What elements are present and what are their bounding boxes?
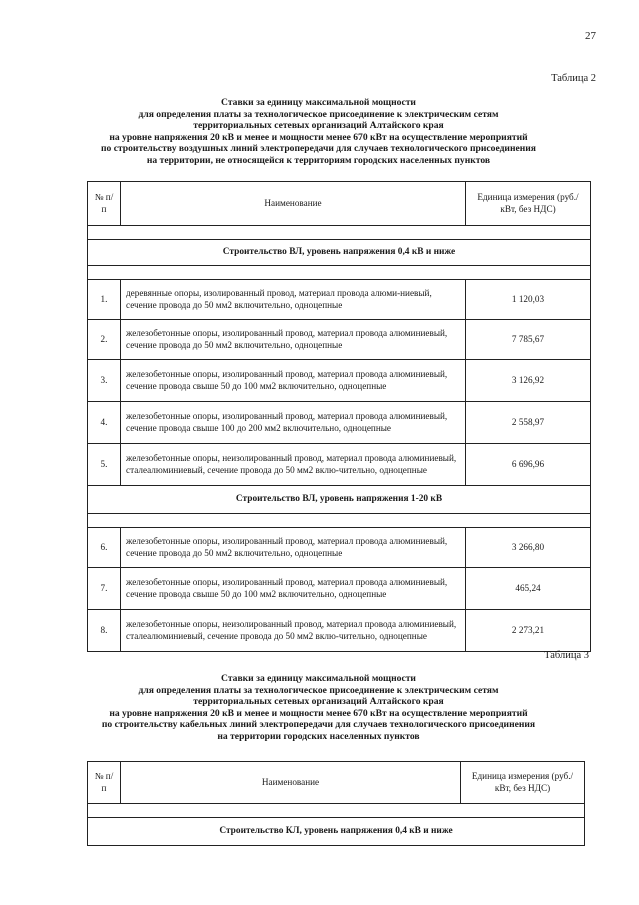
row-value: 465,24 — [466, 568, 591, 610]
row-number: 1. — [88, 280, 121, 320]
section-title: Строительство ВЛ, уровень напряжения 1-20 кВ — [88, 486, 591, 514]
table2-header-row — [88, 182, 591, 226]
section-title: Строительство КЛ, уровень напряжения 0,4 кВ и ниже — [88, 818, 585, 846]
table3-header-row — [88, 762, 585, 804]
section-title: Строительство ВЛ, уровень напряжения 0,4 кВ и ниже — [88, 240, 591, 266]
row-value: 3 266,80 — [466, 528, 591, 568]
row-name: деревянные опоры, изолированный провод, материал провода алюми-ниевый, сечение провода до 50 мм2 включительно, одноцепные — [121, 280, 466, 320]
table2-label: Таблица 2 — [551, 73, 596, 84]
table2-heading-line: на территории, не относящейся к территориям городских населенных пунктов — [146, 154, 491, 166]
row-name: железобетонные опоры, изолированный провод, материал провода алюминиевый, сечение провода до 50 мм2 включительно, одноцепные — [121, 528, 466, 568]
table2-heading-line: по строительству воздушных линий электропередачи для случаев технологического присоединения — [100, 143, 536, 155]
row-number: 3. — [88, 360, 121, 402]
row-number: 8. — [88, 610, 121, 652]
table-row — [88, 610, 591, 652]
row-number: 7. — [88, 568, 121, 610]
table-row — [88, 528, 591, 568]
table2-heading-line: Ставки за единицу максимальной мощности — [221, 97, 416, 108]
section-row — [88, 240, 591, 266]
row-name: железобетонные опоры, неизолированный провод, материал провода алюминиевый, сталеалюминиевый, сечение провода до 50 мм2 вклю-чительно, одноцепные — [121, 610, 466, 652]
row-number: 4. — [88, 402, 121, 444]
table3-heading-line: на уровне напряжения 20 кВ и менее и мощности менее 670 кВт на осуществление мероприятий — [109, 707, 528, 719]
section-row — [88, 486, 591, 514]
section-row — [88, 818, 585, 846]
table3-heading — [70, 673, 567, 743]
row-value: 6 696,96 — [466, 444, 591, 486]
row-number: 6. — [88, 528, 121, 568]
table-row — [88, 320, 591, 360]
row-name: железобетонные опоры, изолированный провод, материал провода алюминиевый, сечение провода свыше 50 до 100 мм2 включительно, одноцепные — [121, 568, 466, 610]
table-row — [88, 360, 591, 402]
row-value: 7 785,67 — [466, 320, 591, 360]
column-header-num: № п/п — [88, 182, 121, 226]
table-row — [88, 402, 591, 444]
table-row — [88, 568, 591, 610]
row-name: железобетонные опоры, изолированный провод, материал провода алюминиевый, сечение провода до 50 мм2 включительно, одноцепные — [121, 320, 466, 360]
row-name: железобетонные опоры, изолированный провод, материал провода алюминиевый, сечение провода свыше 50 до 100 мм2 включительно, одноцепные — [121, 360, 466, 402]
table3-heading-line: для определения платы за технологическое присоединение к электрическим сетям — [138, 684, 499, 696]
column-header-unit: Единица измерения (руб./кВт, без НДС) — [466, 182, 591, 226]
page-number: 27 — [585, 30, 596, 42]
table2-heading-line: территориальных сетевых организаций Алтайского края — [193, 120, 444, 132]
row-value: 2 273,21 — [466, 610, 591, 652]
table-row — [88, 280, 591, 320]
table-row — [88, 444, 591, 486]
table2-heading-line: для определения платы за технологическое присоединение к электрическим сетям — [138, 108, 499, 120]
column-header-num: № п/п — [88, 762, 121, 804]
table3-heading-line: территориальных сетевых организаций Алтайского края — [193, 696, 444, 708]
row-number: 5. — [88, 444, 121, 486]
table3-heading-line: на территории городских населенных пунктов — [217, 730, 420, 742]
table2-heading-line: на уровне напряжения 20 кВ и менее и мощности менее 670 кВт на осуществление мероприятий — [109, 131, 528, 143]
row-name: железобетонные опоры, неизолированный провод, материал провода алюминиевый, сталеалюминиевый, сечение провода до 50 мм2 вклю-чительно, одноцепные — [121, 444, 466, 486]
table3 — [87, 761, 585, 846]
table2-heading — [70, 97, 567, 167]
column-header-name: Наименование — [121, 182, 466, 226]
table3-heading-line: Ставки за единицу максимальной мощности — [221, 673, 416, 684]
row-value: 2 558,97 — [466, 402, 591, 444]
row-value: 3 126,92 — [466, 360, 591, 402]
row-number: 2. — [88, 320, 121, 360]
table2 — [87, 181, 591, 652]
table3-heading-line: по строительству кабельных линий электропередачи для случаев технологического присоединения — [101, 719, 536, 731]
column-header-unit: Единица измерения (руб./кВт, без НДС) — [461, 762, 585, 804]
row-name: железобетонные опоры, изолированный провод, материал провода алюминиевый, сечение провода свыше 100 до 200 мм2 включительно, одноцепные — [121, 402, 466, 444]
row-value: 1 120,03 — [466, 280, 591, 320]
table3-label: Таблица 3 — [544, 650, 589, 661]
column-header-name: Наименование — [121, 762, 461, 804]
